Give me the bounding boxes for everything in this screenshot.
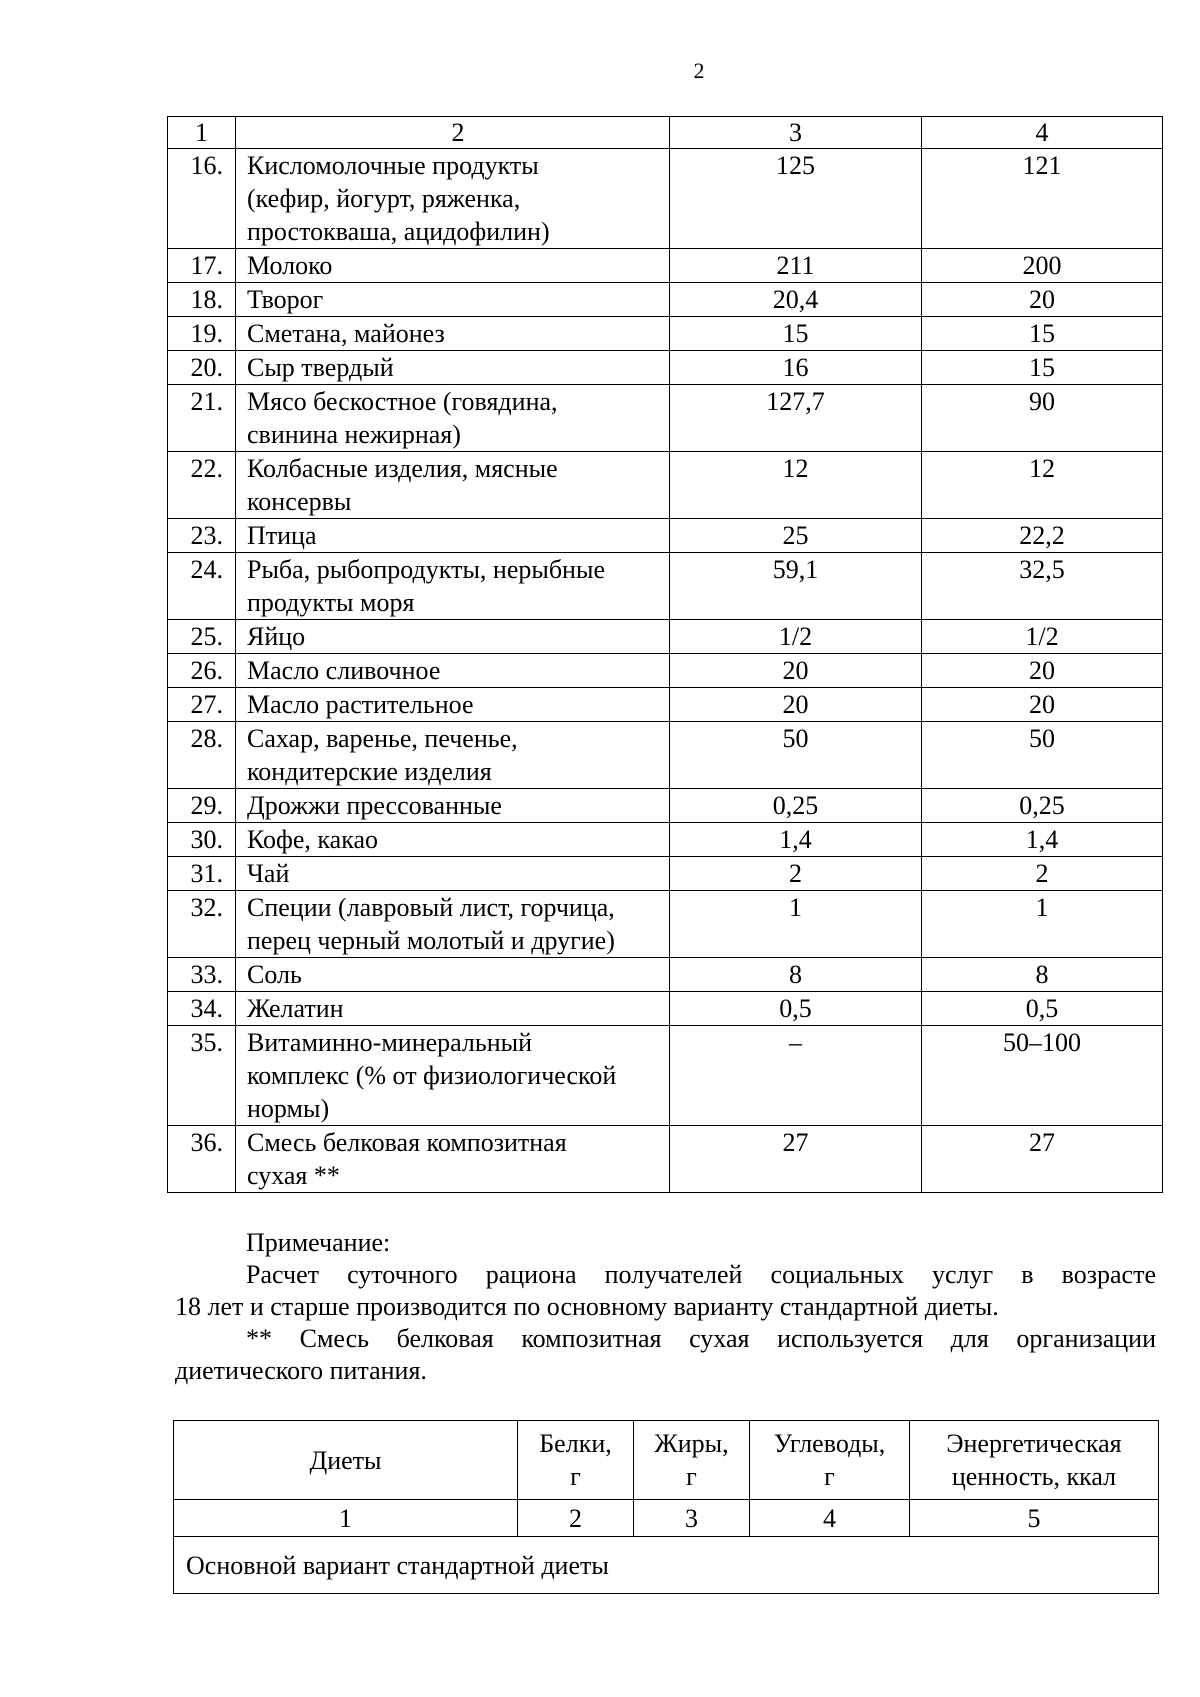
value-col-4: 22,2: [922, 519, 1163, 553]
value-col-4: 32,5: [922, 553, 1163, 620]
table-row: [168, 249, 1163, 283]
table-row: [168, 789, 1163, 823]
product-name: [236, 317, 670, 351]
table-row: [168, 722, 1163, 789]
product-name-line: кондитерские изделия: [247, 757, 492, 786]
column-number: 5: [910, 1500, 1159, 1537]
row-number: 20.: [168, 351, 236, 385]
page-number: 2: [693, 58, 705, 83]
table-row: [168, 1026, 1163, 1126]
value-col-4: 1,4: [922, 823, 1163, 857]
product-name-line: Витаминно-минеральный: [247, 1028, 533, 1057]
product-name-line: комплекс (% от физиологической: [247, 1061, 617, 1090]
product-name: [236, 823, 670, 857]
column-header: [518, 1421, 634, 1500]
value-col-3: 25: [670, 519, 922, 553]
row-number: 24.: [168, 553, 236, 620]
row-number: 30.: [168, 823, 236, 857]
value-col-3: 12: [670, 452, 922, 519]
product-name-line: сухая **: [247, 1161, 340, 1190]
product-name: [236, 249, 670, 283]
value-col-3: 127,7: [670, 385, 922, 452]
row-number: 27.: [168, 688, 236, 722]
row-number: 26.: [168, 654, 236, 688]
column-header: [750, 1421, 910, 1500]
product-name-line: Колбасные изделия, мясные: [247, 454, 558, 483]
product-name-line: Рыба, рыбопродукты, нерыбные: [247, 555, 605, 584]
note-paragraph-2: [175, 1323, 1156, 1387]
row-number: 35.: [168, 1026, 236, 1126]
row-number: 23.: [168, 519, 236, 553]
product-name-line: Смесь белковая композитная: [247, 1128, 567, 1157]
value-col-3: 8: [670, 958, 922, 992]
row-number: 29.: [168, 789, 236, 823]
product-name: [236, 722, 670, 789]
table-row: [168, 385, 1163, 452]
product-name-line: Масло растительное: [247, 690, 474, 719]
value-col-4: 20: [922, 283, 1163, 317]
column-header: [910, 1421, 1159, 1500]
table-row: [168, 149, 1163, 249]
product-name: [236, 958, 670, 992]
value-col-3: 1,4: [670, 823, 922, 857]
product-name: [236, 688, 670, 722]
column-number: 1: [174, 1500, 518, 1537]
note-p2-line-2: диетического питания.: [175, 1356, 427, 1385]
table-row: [168, 891, 1163, 958]
table-row: [168, 317, 1163, 351]
food-table: [167, 116, 1163, 1193]
column-number: 4: [750, 1500, 910, 1537]
product-name: [236, 553, 670, 620]
product-name: [236, 385, 670, 452]
table-row: [168, 1126, 1163, 1193]
value-col-4: 90: [922, 385, 1163, 452]
column-header: [174, 1421, 518, 1500]
product-name: [236, 149, 670, 249]
row-number: 16.: [168, 149, 236, 249]
table-row: [168, 857, 1163, 891]
diet-section-label: Основной вариант стандартной диеты: [174, 1537, 1159, 1594]
table-row: [168, 351, 1163, 385]
column-header: 2: [236, 117, 670, 149]
row-number: 28.: [168, 722, 236, 789]
energy-table-numbers: [174, 1500, 1159, 1537]
product-name-line: простокваша, ацидофилин): [247, 217, 550, 246]
row-number: 31.: [168, 857, 236, 891]
header-line-1: Диеты: [309, 1445, 382, 1475]
note-p1-line-1: Расчет суточного рациона получателей социальных услуг в возрасте: [246, 1260, 1156, 1289]
value-col-4: 1: [922, 891, 1163, 958]
row-number: 22.: [168, 452, 236, 519]
note-title: Примечание:: [246, 1228, 391, 1257]
value-col-4: 20: [922, 654, 1163, 688]
product-name-line: Кофе, какао: [247, 825, 378, 854]
product-name: [236, 891, 670, 958]
value-col-4: 50: [922, 722, 1163, 789]
value-col-4: 15: [922, 351, 1163, 385]
header-line-1: Белки,: [539, 1429, 612, 1458]
value-col-3: 211: [670, 249, 922, 283]
product-name-line: Сахар, варенье, печенье,: [247, 724, 518, 753]
value-col-4: 15: [922, 317, 1163, 351]
product-name-line: Яйцо: [247, 622, 306, 651]
product-name: [236, 992, 670, 1026]
product-name-line: нормы): [247, 1094, 330, 1123]
value-col-3: 15: [670, 317, 922, 351]
header-line-1: Энергетическая: [946, 1429, 1122, 1458]
value-col-4: 27: [922, 1126, 1163, 1193]
row-number: 17.: [168, 249, 236, 283]
food-table-header: [168, 117, 1163, 149]
value-col-3: 1: [670, 891, 922, 958]
product-name: [236, 620, 670, 654]
value-col-3: 125: [670, 149, 922, 249]
value-col-4: 50–100: [922, 1026, 1163, 1126]
column-header: [634, 1421, 750, 1500]
value-col-4: 200: [922, 249, 1163, 283]
table-row: [168, 823, 1163, 857]
product-name: [236, 1126, 670, 1193]
table-row: [168, 553, 1163, 620]
table-row: [168, 654, 1163, 688]
value-col-4: 20: [922, 688, 1163, 722]
header-line-2: г: [686, 1462, 697, 1491]
product-name-line: Сыр твердый: [247, 353, 394, 382]
value-col-4: 8: [922, 958, 1163, 992]
value-col-4: 1/2: [922, 620, 1163, 654]
product-name-line: Сметана, майонез: [247, 319, 445, 348]
value-col-3: 2: [670, 857, 922, 891]
column-header: 1: [168, 117, 236, 149]
value-col-4: 12: [922, 452, 1163, 519]
energy-table: [173, 1420, 1159, 1594]
value-col-3: 59,1: [670, 553, 922, 620]
product-name: [236, 789, 670, 823]
table-row: [168, 992, 1163, 1026]
product-name: [236, 452, 670, 519]
product-name-line: Специи (лавровый лист, горчица,: [247, 893, 615, 922]
product-name-line: Чай: [247, 859, 290, 888]
table-row: [174, 1537, 1159, 1594]
value-col-3: 20,4: [670, 283, 922, 317]
value-col-3: 16: [670, 351, 922, 385]
column-number: 3: [634, 1500, 750, 1537]
table-row: [168, 283, 1163, 317]
row-number: 36.: [168, 1126, 236, 1193]
header-line-2: г: [570, 1462, 581, 1491]
product-name-line: Молоко: [247, 251, 333, 280]
table-row: [168, 519, 1163, 553]
value-col-4: 0,5: [922, 992, 1163, 1026]
value-col-3: 27: [670, 1126, 922, 1193]
value-col-3: –: [670, 1026, 922, 1126]
energy-table-header: [174, 1421, 1159, 1500]
value-col-3: 20: [670, 654, 922, 688]
value-col-3: 0,25: [670, 789, 922, 823]
product-name-line: свинина нежирная): [247, 420, 461, 449]
value-col-4: 0,25: [922, 789, 1163, 823]
value-col-3: 20: [670, 688, 922, 722]
row-number: 18.: [168, 283, 236, 317]
product-name: [236, 519, 670, 553]
value-col-3: 50: [670, 722, 922, 789]
note-p1-line-2: 18 лет и старше производится по основному варианту стандартной диеты.: [175, 1292, 999, 1321]
row-number: 34.: [168, 992, 236, 1026]
product-name-line: Творог: [247, 285, 324, 314]
product-name: [236, 857, 670, 891]
product-name: [236, 351, 670, 385]
product-name-line: Масло сливочное: [247, 656, 441, 685]
table-row: [168, 452, 1163, 519]
row-number: 25.: [168, 620, 236, 654]
row-number: 19.: [168, 317, 236, 351]
product-name-line: продукты моря: [247, 588, 415, 617]
header-line-1: Углеводы,: [773, 1429, 886, 1458]
product-name-line: консервы: [247, 487, 352, 516]
table-row: [168, 620, 1163, 654]
row-number: 32.: [168, 891, 236, 958]
product-name-line: Соль: [247, 960, 302, 989]
product-name-line: Кисломолочные продукты: [247, 151, 539, 180]
table-row: [168, 688, 1163, 722]
table-row: [168, 958, 1163, 992]
header-line-2: ценность, ккал: [951, 1462, 1117, 1491]
product-name-line: Мясо бескостное (говядина,: [247, 387, 558, 416]
product-name: [236, 283, 670, 317]
product-name-line: перец черный молотый и другие): [247, 926, 615, 955]
product-name-line: Птица: [247, 521, 317, 550]
product-name: [236, 1026, 670, 1126]
value-col-4: 2: [922, 857, 1163, 891]
note-p2-line-1: ** Смесь белковая композитная сухая используется для организации: [246, 1324, 1156, 1353]
product-name-line: Дрожжи прессованные: [247, 791, 502, 820]
column-number: 2: [518, 1500, 634, 1537]
column-header: 3: [670, 117, 922, 149]
note-paragraph-1: [175, 1259, 1156, 1323]
product-name: [236, 654, 670, 688]
header-line-1: Жиры,: [654, 1429, 729, 1458]
row-number: 33.: [168, 958, 236, 992]
value-col-3: 1/2: [670, 620, 922, 654]
row-number: 21.: [168, 385, 236, 452]
product-name-line: (кефир, йогурт, ряженка,: [247, 184, 521, 213]
value-col-4: 121: [922, 149, 1163, 249]
value-col-3: 0,5: [670, 992, 922, 1026]
product-name-line: Желатин: [247, 994, 344, 1023]
column-header: 4: [922, 117, 1163, 149]
header-line-2: г: [824, 1462, 835, 1491]
